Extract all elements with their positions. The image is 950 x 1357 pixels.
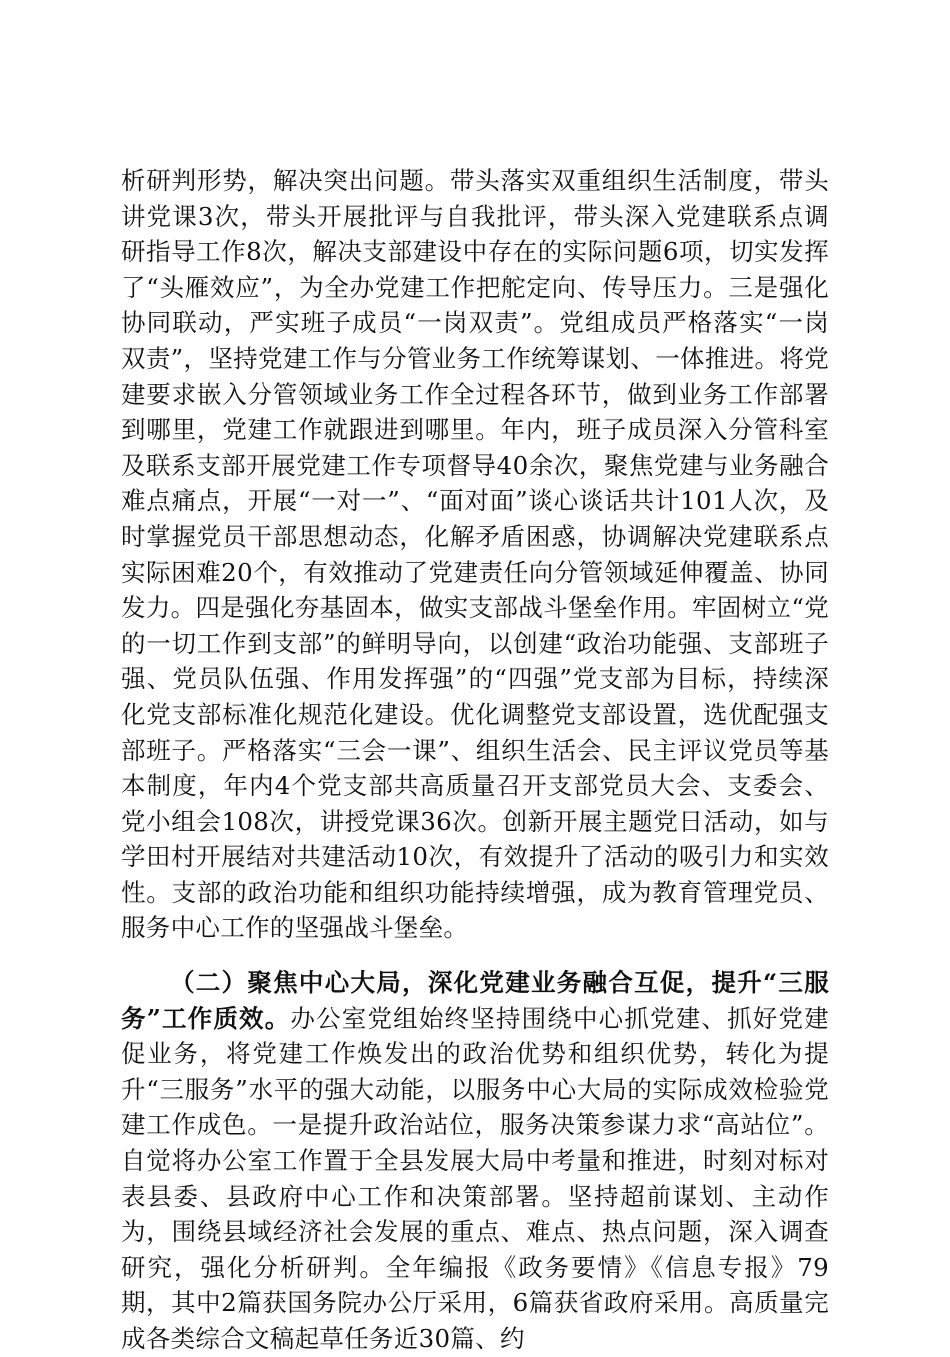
document-page (121, 163, 829, 1357)
body-paragraph: 析研判形势，解决突出问题。带头落实双重组织生活制度，带头讲党课3次，带头开展批评与自我批评，带头深入党建联系点调研指导工作8次，解决支部建设中存在的实际问题6项，切实发挥了“头雁效应”，为全办党建工作把舵定向、传导压力。三是强化协同联动，严实班子成员“一岗双责”。党组成员严格落实“一岗双责”，坚持党建工作与分管业务工作统筹谋划、一体推进。将党建要求嵌入分管领域业务工作全过程各环节，做到业务工作部署到哪里，党建工作就跟进到哪里。年内，班子成员深入分管科室及联系支部开展党建工作专项督导40余次，聚焦党建与业务融合难点痛点，开展“一对一”、“面对面”谈心谈话共计101人次，及时掌握党员干部思想动态，化解矛盾困惑，协调解决党建联系点实际困难20个，有效推动了党建责任向分管领域延伸覆盖、协同发力。四是强化夯基固本，做实支部战斗堡垒作用。牢固树立“党的一切工作到支部”的鲜明导向，以创建“政治功能强、支部班子强、党员队伍强、作用发挥强”的“四强”党支部为目标，持续深化党支部标准化规范化建设。优化调整党支部设置，选优配强支部班子。严格落实“三会一课”、组织生活会、民主评议党员等基本制度，年内4个党支部共高质量召开支部党员大会、支委会、党小组会108次，讲授党课36次。创新开展主题党日活动，如与学田村开展结对共建活动10次，有效提升了活动的吸引力和实效性。支部的政治功能和组织功能持续增强，成为教育管理党员、服务中心工作的坚强战斗堡垒。 (121, 166, 830, 943)
section-paragraph (121, 965, 829, 1357)
section-body: 办公室党组始终坚持围绕中心抓党建、抓好党建促业务，将党建工作焕发出的政治优势和组织优势，转化为提升“三服务”水平的强大动能，以服务中心大局的实际成效检验党建工作成色。一是提升政治站位，服务决策参谋力求“高站位”。自觉将办公室工作置于全县发展大局中考量和推进，时刻对标对表县委、县政府中心工作和决策部署。坚持超前谋划、主动作为，围绕县域经济社会发展的重点、难点、热点问题，深入调查研究，强化分析研判。全年编报《政务要情》《信息专报》79期，其中2篇获国务院办公厅采用，6篇获省政府采用。高质量完成各类综合文稿起草任务近30篇、约 (121, 1003, 829, 1353)
section-heading: （二）聚焦中心大局，深化党建业务融合互促，提升“三服务”工作质效。 (121, 968, 829, 1033)
